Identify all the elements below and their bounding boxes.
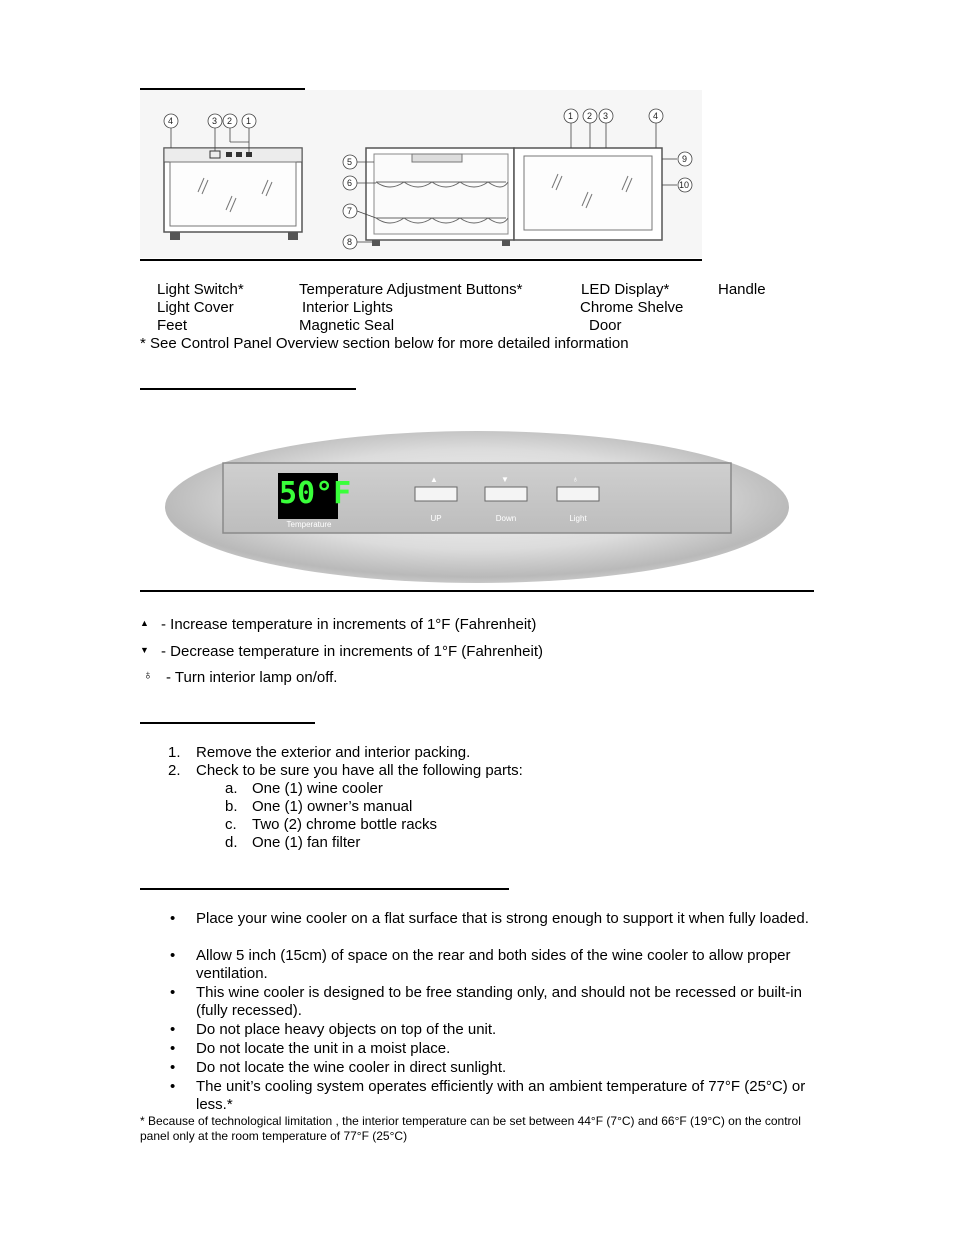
bullet-dot: •: [170, 947, 176, 964]
legend-magnetic-seal: Magnetic Seal: [299, 317, 395, 334]
section-rule-unpacking: [140, 722, 315, 724]
down-button[interactable]: [485, 487, 527, 501]
step-2-number: 2.: [168, 762, 181, 779]
control-panel-image: [165, 430, 790, 585]
callout-open-4: 4: [653, 111, 659, 121]
diagram-bottom-rule: [140, 259, 702, 261]
wine-cooler-drawing: [140, 90, 702, 258]
callout-front-1: 1: [246, 116, 252, 126]
bullet-dot: •: [170, 1078, 176, 1095]
legend-interior-lights: Interior Lights: [302, 299, 393, 316]
callout-open-5: 5: [347, 157, 353, 167]
control-panel-bottom-rule: [140, 590, 814, 592]
up-button[interactable]: [415, 487, 457, 501]
down-symbol: ▼: [501, 475, 509, 484]
callout-open-6: 6: [347, 178, 353, 188]
install-bullet-6: Do not locate the wine cooler in direct sunlight.: [196, 1059, 507, 1076]
bullet-dot: •: [170, 1021, 176, 1038]
install-bullet-7: The unit’s cooling system operates efficiently with an ambient temperature of 77°F (25°C) or less.*: [196, 1078, 806, 1113]
step-1-text: Remove the exterior and interior packing.: [196, 744, 471, 761]
legend-door: Door: [589, 317, 622, 334]
callout-open-2: 2: [587, 111, 593, 121]
step-1-number: 1.: [168, 744, 181, 761]
callout-open-7: 7: [347, 206, 353, 216]
legend-temperature-buttons: Temperature Adjustment Buttons*: [299, 281, 523, 298]
triangle-up-icon: ▲: [140, 618, 149, 628]
light-button[interactable]: [557, 487, 599, 501]
control-decrease-text: - Decrease temperature in increments of 1°F (Fahrenheit): [161, 643, 543, 660]
lamp-icon: ♁: [143, 667, 153, 682]
step-2-text: Check to be sure you have all the following parts:: [196, 762, 523, 779]
install-bullet-3: This wine cooler is designed to be free standing only, and should not be recessed or built-in (fully recessed).: [196, 984, 802, 1019]
legend-footnote: * See Control Panel Overview section below for more detailed information: [140, 335, 629, 352]
part-d-text: One (1) fan filter: [252, 834, 361, 851]
installation-footnote: * Because of technological limitation , the interior temperature can be set between 44°F (7°C) and 66°F (19°C) on the control panel only at the room temperature of 77°F (25°C): [140, 1114, 801, 1143]
part-d-letter: d.: [225, 834, 238, 851]
parts-diagram: [140, 90, 702, 258]
part-c-text: Two (2) chrome bottle racks: [252, 816, 438, 833]
legend-chrome-shelve: Chrome Shelve: [580, 299, 684, 316]
legend-handle: Handle: [718, 281, 766, 298]
install-bullet-2: Allow 5 inch (15cm) of space on the rear and both sides of the wine cooler to allow proper ventilation.: [196, 947, 791, 982]
light-symbol: ♁: [572, 474, 579, 484]
install-bullet-1: Place your wine cooler on a flat surface that is strong enough to support it when fully loaded.: [196, 910, 809, 927]
down-label: Down: [495, 514, 517, 523]
bullet-dot: •: [170, 984, 176, 1001]
bullet-dot: •: [170, 910, 176, 927]
callout-open-9: 9: [682, 154, 688, 164]
part-a-text: One (1) wine cooler: [252, 780, 383, 797]
install-bullet-4: Do not place heavy objects on top of the unit.: [196, 1021, 497, 1038]
callout-open-8: 8: [347, 237, 353, 247]
part-b-text: One (1) owner’s manual: [252, 798, 413, 815]
section-rule-control-panel: [140, 388, 356, 390]
bullet-dot: •: [170, 1059, 176, 1076]
up-label: UP: [430, 514, 442, 523]
install-bullet-5: Do not locate the unit in a moist place.: [196, 1040, 451, 1057]
callout-front-2: 2: [227, 116, 233, 126]
part-c-letter: c.: [225, 816, 237, 833]
part-b-letter: b.: [225, 798, 238, 815]
part-a-letter: a.: [225, 780, 238, 797]
display-temperature-value: 50°F: [279, 476, 352, 511]
legend-led-display: LED Display*: [581, 281, 670, 298]
legend-feet: Feet: [157, 317, 188, 334]
legend-light-switch: Light Switch*: [157, 281, 244, 298]
callout-front-3: 3: [212, 116, 218, 126]
legend-light-cover: Light Cover: [157, 299, 234, 316]
callout-open-3: 3: [603, 111, 609, 121]
section-rule-installation: [140, 888, 509, 890]
callout-open-1: 1: [568, 111, 574, 121]
up-symbol: ▲: [430, 475, 438, 484]
callout-open-10: 10: [679, 180, 690, 190]
bullet-dot: •: [170, 1040, 176, 1057]
display-label: Temperature: [286, 520, 332, 529]
callout-front-4: 4: [168, 116, 174, 126]
triangle-down-icon: ▼: [140, 645, 149, 655]
control-increase-text: - Increase temperature in increments of 1°F (Fahrenheit): [161, 616, 537, 633]
light-label: Light: [569, 514, 587, 523]
control-lamp-text: - Turn interior lamp on/off.: [166, 669, 338, 686]
